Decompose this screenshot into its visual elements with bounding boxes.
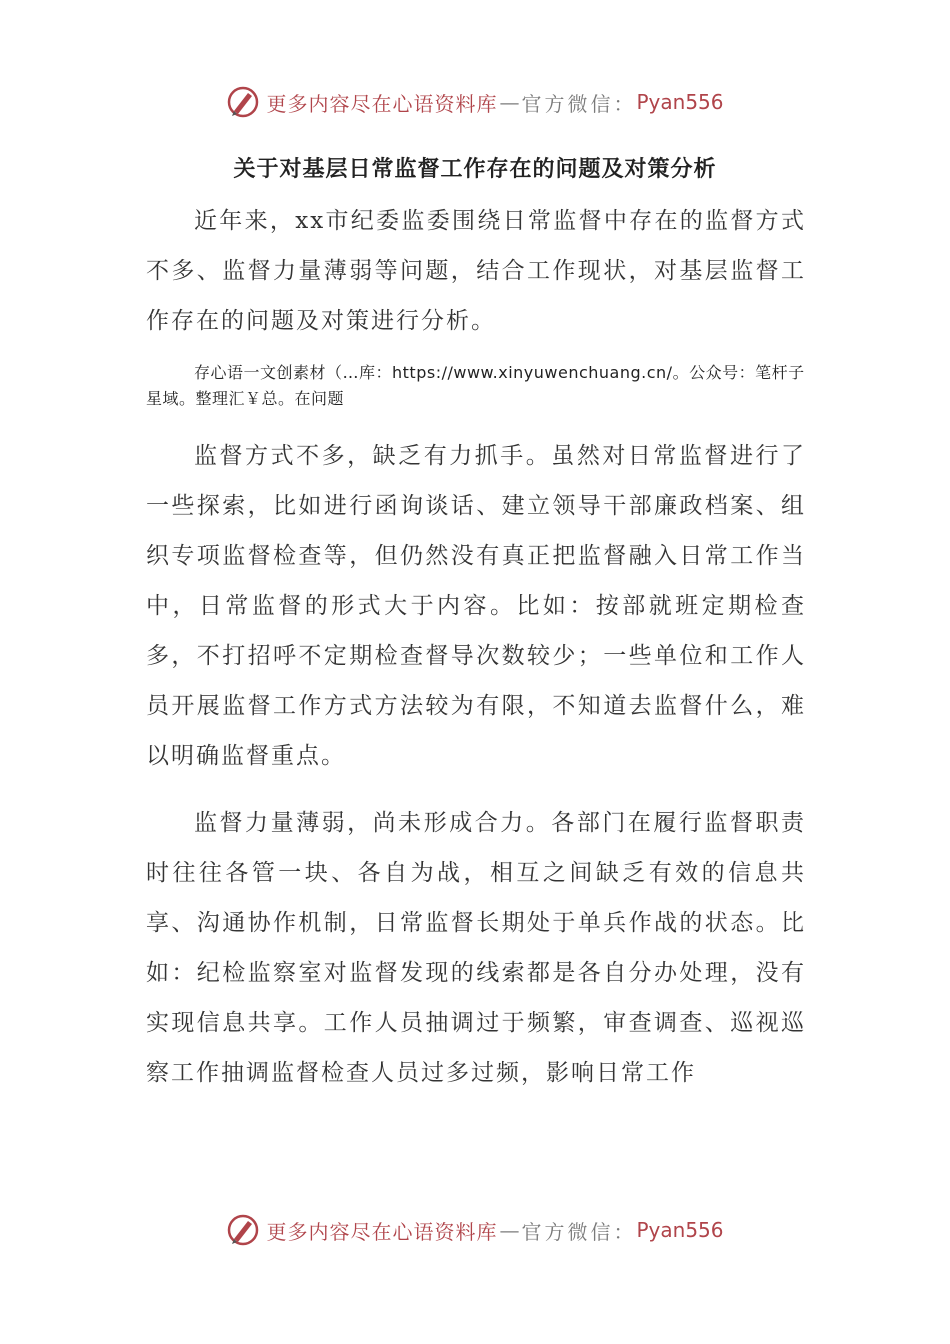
footer-banner <box>0 1208 950 1252</box>
banner-label: 官方微信： <box>521 91 637 116</box>
banner-brand-text: 更多内容尽在心语资料库 <box>266 1219 498 1244</box>
banner-dash: — <box>499 1218 520 1242</box>
body-paragraph-1: 监督方式不多，缺乏有力抓手。虽然对日常监督进行了一些探索，比如进行函询谈话、建立领导干部廉政档案、组织专项监督检查等，但仍然没有真正把监督融入日常工作当中，日常监督的形式大于内容。比如：按部就班定期检查多，不打招呼不定期检查督导次数较少；一些单位和工作人员开展监督工作方式方法较为有限，不知道去监督什么，难以明确监督重点。 <box>146 443 806 769</box>
banner-brand-text: 更多内容尽在心语资料库 <box>266 91 498 116</box>
pen-logo-icon <box>226 85 260 119</box>
pen-logo-icon <box>226 1213 260 1247</box>
banner-dash: — <box>499 90 520 114</box>
note-url: https://www.xinyuwenchuang.cn/ <box>392 363 673 382</box>
document-title: 关于对基层日常监督工作存在的问题及对策分析 <box>233 156 717 182</box>
intro-paragraph: 近年来，xx市纪委监委围绕日常监督中存在的监督方式不多、监督力量薄弱等问题，结合工作现状，对基层监督工作存在的问题及对策进行分析。 <box>146 208 806 334</box>
banner-wechat-id: Pyan556 <box>636 1218 724 1242</box>
banner-label: 官方微信： <box>521 1219 637 1244</box>
note-suffix: 。公众号：笔杆子星域。整理汇￥总。在问题 <box>146 363 805 408</box>
banner-wechat-id: Pyan556 <box>636 90 724 114</box>
body-paragraph-2: 监督力量薄弱，尚未形成合力。各部门在履行监督职责时往往各管一块、各自为战，相互之间缺乏有效的信息共享、沟通协作机制，日常监督长期处于单兵作战的状态。比如：纪检监察室对监督发现的线索都是各自分办处理，没有实现信息共享。工作人员抽调过于频繁，审查调查、巡视巡察工作抽调监督检查人员过多过频，影响日常工作 <box>146 810 806 1086</box>
header-banner <box>0 80 950 124</box>
source-note <box>146 360 806 412</box>
note-prefix: 存心语一文创素材（…库： <box>194 363 393 382</box>
